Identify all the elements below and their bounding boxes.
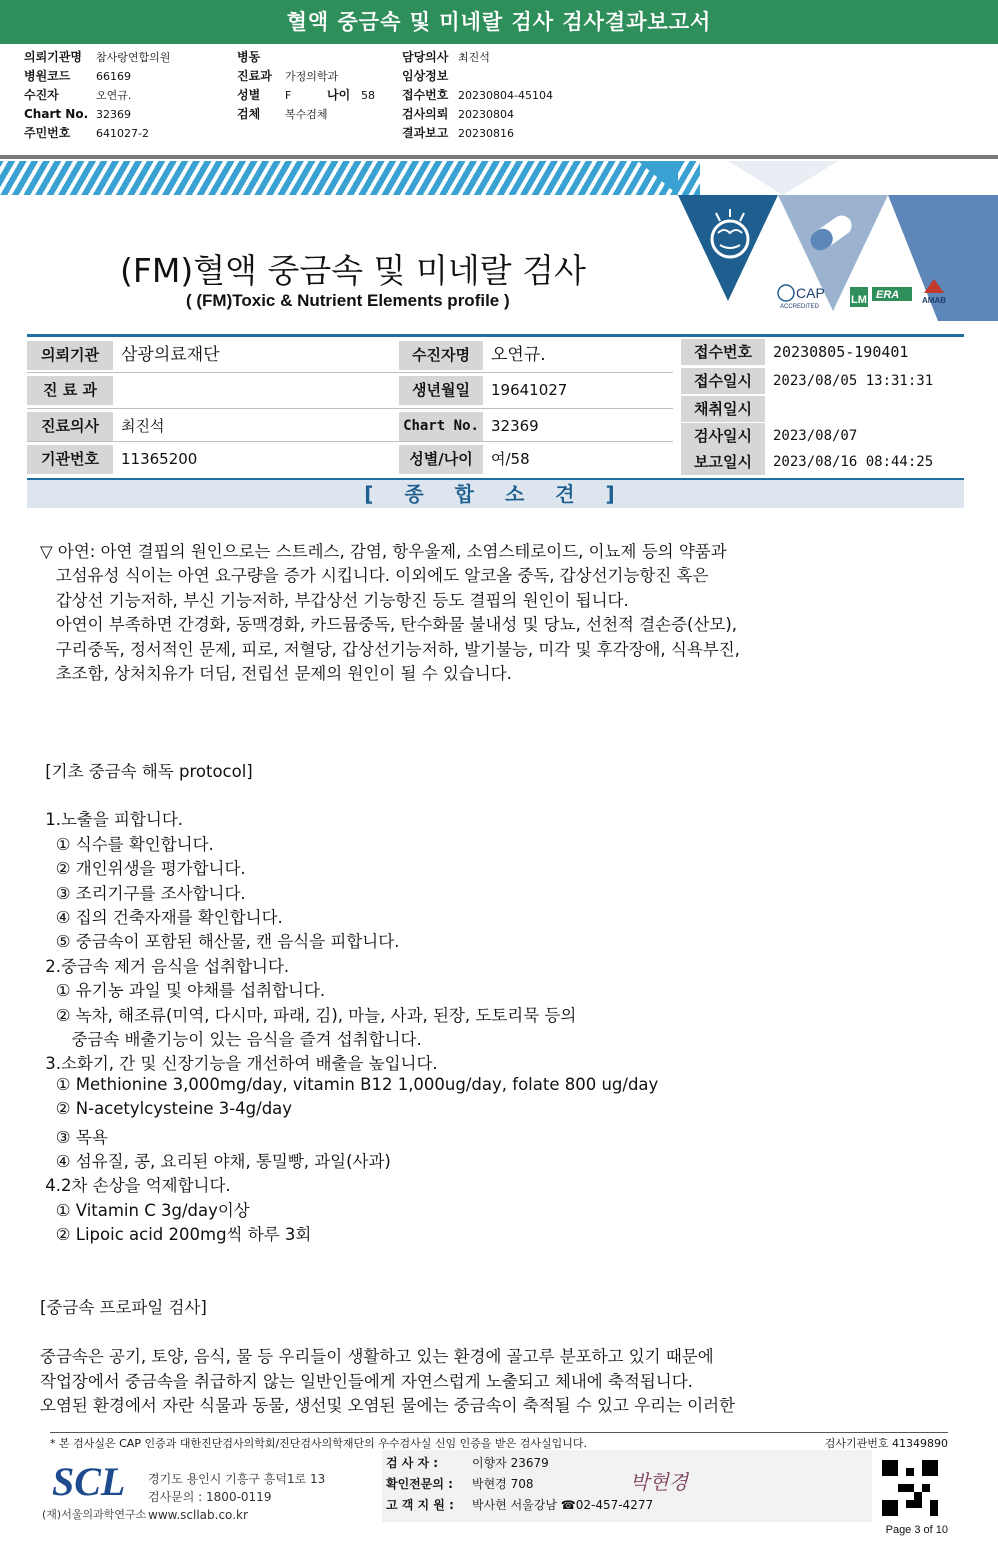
info-value: 최진석 <box>121 417 165 435</box>
info-value: 11365200 <box>121 450 198 468</box>
meta-value: 20230804-45104 <box>458 89 553 102</box>
row-divider <box>27 441 673 442</box>
age-label: 나이 <box>327 88 351 102</box>
summary-line: ③ 조리기구를 조사합니다. <box>40 883 246 903</box>
meta-key: 진료과 <box>237 69 272 83</box>
hero-graphic <box>638 161 998 321</box>
summary-line: 4.2차 손상을 억제합니다. <box>40 1176 231 1196</box>
meta-value: 가정의학과 <box>285 70 339 83</box>
meta-value: 참사랑연합의원 <box>96 51 171 64</box>
triangle-decoration <box>728 161 838 195</box>
summary-line: 중금속 배출기능이 있는 음식을 즐겨 섭취합니다. <box>40 1030 422 1049</box>
certification-note <box>50 1432 948 1451</box>
summary-line: ③ 목욕 <box>40 1127 108 1147</box>
meta-divider <box>0 155 998 159</box>
summary-heading: [ 종 합 소 견 ] <box>27 478 964 508</box>
summary-line: 오염된 환경에서 자란 식물과 동물, 생선및 오염된 물에는 중금속이 축적될 수 있고 우리는 이러한 <box>40 1396 736 1415</box>
summary-line: ② N-acetylcysteine 3-4g/day <box>40 1099 293 1119</box>
staff-value: 박현경 708 <box>472 1477 534 1491</box>
meta-key: 병동 <box>237 50 261 64</box>
meta-value: 32369 <box>96 108 131 121</box>
info-value: 2023/08/05 13:31:31 <box>773 373 934 389</box>
meta-key: 검사의뢰 <box>402 107 449 121</box>
footer <box>30 1450 950 1542</box>
summary-line: ① Methionine 3,000mg/day, vitamin B12 1,000ug/day, folate 800 ug/day <box>40 1074 659 1094</box>
report-meta <box>0 48 998 152</box>
meta-key: 주민번호 <box>24 126 71 140</box>
info-key: Chart No. <box>399 412 483 441</box>
summary-line: 고섬유성 식이는 아연 요구량을 증가 시킵니다. 이외에도 알코올 중독, 갑상선기능항진 혹은 <box>40 566 709 586</box>
age-value: 58 <box>361 89 375 102</box>
info-key: 생년월일 <box>399 376 483 405</box>
summary-line: 1.노출을 피합니다. <box>40 810 184 830</box>
staff-value: 이향자 23679 <box>472 1456 549 1470</box>
info-key: 채취일시 <box>681 396 765 422</box>
meta-value: 20230816 <box>458 127 514 140</box>
meta-key: 담당의사 <box>402 50 449 64</box>
lab-contact <box>148 1470 325 1524</box>
info-value: 19641027 <box>491 381 568 399</box>
lab-phone: 검사문의 : 1800-0119 <box>148 1490 272 1504</box>
info-value: 20230805-190401 <box>773 343 909 361</box>
info-key: 의뢰기관 <box>27 341 113 370</box>
summary-line: ⑤ 중금속이 포함된 해산물, 캔 음식을 피합니다. <box>40 932 400 952</box>
info-key: 보고일시 <box>681 449 765 475</box>
signature: 박현경 <box>630 1470 688 1494</box>
info-value <box>765 396 963 422</box>
lm-logo <box>850 287 868 307</box>
meta-value: 66169 <box>96 70 131 83</box>
lab-number: 검사기관번호 41349890 <box>824 1437 948 1450</box>
meta-key: 검체 <box>237 107 261 121</box>
summary-line: 중금속은 공기, 토양, 음식, 물 등 우리들이 생활하고 있는 환경에 골고루 분포하고 있기 때문에 <box>40 1347 714 1367</box>
lab-website[interactable]: www.scllab.co.kr <box>148 1508 248 1522</box>
summary-line: 작업장에서 중금속을 취급하지 않는 일반인들에게 자연스럽게 노출되고 체내에 축적됩니다. <box>40 1371 693 1391</box>
lm-logo-text: LM <box>851 294 867 306</box>
scl-logo: SCL <box>52 1459 126 1504</box>
staff-key: 검 사 자 : <box>386 1456 439 1470</box>
meta-value: 20230804 <box>458 108 514 121</box>
summary-line: ① 유기농 과일 및 야채를 섭취합니다. <box>40 981 326 1001</box>
summary-line: [기초 중금속 해독 protocol] <box>40 761 253 781</box>
info-value: 오연규. <box>491 345 546 365</box>
staff-info <box>382 1450 872 1522</box>
summary-line: 3.소화기, 간 및 신장기능을 개선하여 배출을 높입니다. <box>40 1054 438 1074</box>
summary-line: ② Lipoic acid 200mg씩 하루 3회 <box>40 1225 312 1245</box>
info-key: 검사일시 <box>681 423 765 449</box>
staff-value: 박사현 서울강남 ☎02-457-4277 <box>472 1498 654 1512</box>
info-value: 32369 <box>491 417 539 435</box>
summary-line: ① Vitamin C 3g/day이상 <box>40 1200 250 1220</box>
info-value <box>113 376 393 405</box>
meta-key: 접수번호 <box>402 88 449 102</box>
stripe-decoration <box>0 161 700 195</box>
page-number: Page 3 of 10 <box>885 1524 948 1536</box>
meta-value: F <box>285 89 292 102</box>
era-logo <box>872 287 912 301</box>
summary-line: ④ 집의 건축자재를 확인합니다. <box>40 908 283 927</box>
lab-address: 경기도 용인시 기흥구 흥덕1로 13 <box>148 1472 326 1486</box>
staff-key: 고 객 지 원 : <box>386 1498 454 1512</box>
meta-key: 성별 <box>237 88 261 102</box>
scl-logo-subtitle: (재)서울의과학연구소 <box>42 1508 147 1521</box>
row-divider <box>27 372 673 373</box>
info-key: 수진자명 <box>399 341 483 370</box>
summary-line: ① 식수를 확인합니다. <box>40 834 214 854</box>
era-logo-text: ERA <box>876 289 900 301</box>
qr-code-icon <box>882 1460 938 1516</box>
info-value: 2023/08/16 08:44:25 <box>773 454 934 470</box>
page-subtitle: ( (FM)Toxic & Nutrient Elements profile ) <box>186 291 510 310</box>
summary-line: ② 녹차, 해조류(미역, 다시마, 파래, 김), 마늘, 사과, 된장, 도토리묵 등의 <box>40 1005 577 1025</box>
meta-key: 수진자 <box>24 88 59 102</box>
meta-key: 의뢰기관명 <box>24 50 82 64</box>
hero-banner <box>0 161 998 321</box>
summary-line: ④ 섬유질, 콩, 요리된 야채, 통밀빵, 과일(사과) <box>40 1152 391 1171</box>
info-value: 2023/08/07 <box>773 428 858 444</box>
info-key: 진료의사 <box>27 412 113 441</box>
summary-line: ▽ 아연: 아연 결핍의 원인으로는 스트레스, 감염, 항우울제, 소염스테로이드, 이뇨제 등의 약품과 <box>40 542 727 561</box>
meta-value: 복수검체 <box>285 108 328 121</box>
summary-line: 초조함, 상처치유가 더딤, 전립선 문제의 원인이 될 수 있습니다. <box>40 664 512 683</box>
summary-line: 아연이 부족하면 간경화, 동맥경화, 카드뮴중독, 탄수화물 불내성 및 당뇨, 선천적 결손증(산모), <box>40 615 738 635</box>
meta-value: 오연규. <box>96 89 132 102</box>
summary-line: 구리중독, 정서적인 문제, 피로, 저혈당, 갑상선기능저하, 발기불능, 미각 및 후각장애, 식욕부진, <box>40 639 740 659</box>
info-key: 접수번호 <box>681 339 765 365</box>
info-key: 접수일시 <box>681 368 765 394</box>
cap-logo-text: CAP <box>796 285 825 301</box>
cap-logo-sub: ACCREDITED <box>780 304 820 310</box>
patient-info-table <box>27 334 964 474</box>
certification-text: * 본 검사실은 CAP 인증과 대한진단검사의학회/진단검사의학재단의 우수검사실 신임 인증을 받은 검사실입니다. <box>50 1437 588 1450</box>
row-divider <box>27 408 673 409</box>
summary-line: ② 개인위생을 평가합니다. <box>40 859 246 879</box>
page-title: (FM)혈액 중금속 및 미네랄 검사 <box>120 251 586 290</box>
meta-key: 병원코드 <box>24 69 71 83</box>
meta-value: 641027-2 <box>96 127 149 140</box>
info-key: 기관번호 <box>27 445 113 474</box>
meta-key: Chart No. <box>24 107 89 121</box>
meta-key: 임상정보 <box>402 69 449 83</box>
amab-logo-text: AMAB <box>922 296 946 305</box>
summary-line: 2.중금속 제거 음식을 섭취합니다. <box>40 956 290 976</box>
info-key: 진 료 과 <box>27 376 113 405</box>
meta-col-1 <box>24 48 170 143</box>
info-key: 성별/나이 <box>399 445 483 474</box>
meta-col-2 <box>237 48 375 124</box>
meta-value: 최진석 <box>458 51 490 64</box>
info-value: 여/58 <box>491 450 530 468</box>
meta-col-3 <box>402 48 553 143</box>
cap-accredited-logo <box>778 285 825 310</box>
summary-line: [중금속 프로파일 검사] <box>40 1298 207 1318</box>
staff-key: 확인전문의 : <box>386 1477 453 1491</box>
triangle-decoration <box>638 161 678 195</box>
summary-line: 갑상선 기능저하, 부신 기능저하, 부갑상선 기능항진 등도 결핍의 원인이 됩니다. <box>40 590 629 610</box>
info-value: 삼광의료재단 <box>121 345 220 365</box>
report-title-bar: 혈액 중금속 및 미네랄 검사 검사결과보고서 <box>0 0 998 44</box>
meta-key: 결과보고 <box>402 126 449 140</box>
